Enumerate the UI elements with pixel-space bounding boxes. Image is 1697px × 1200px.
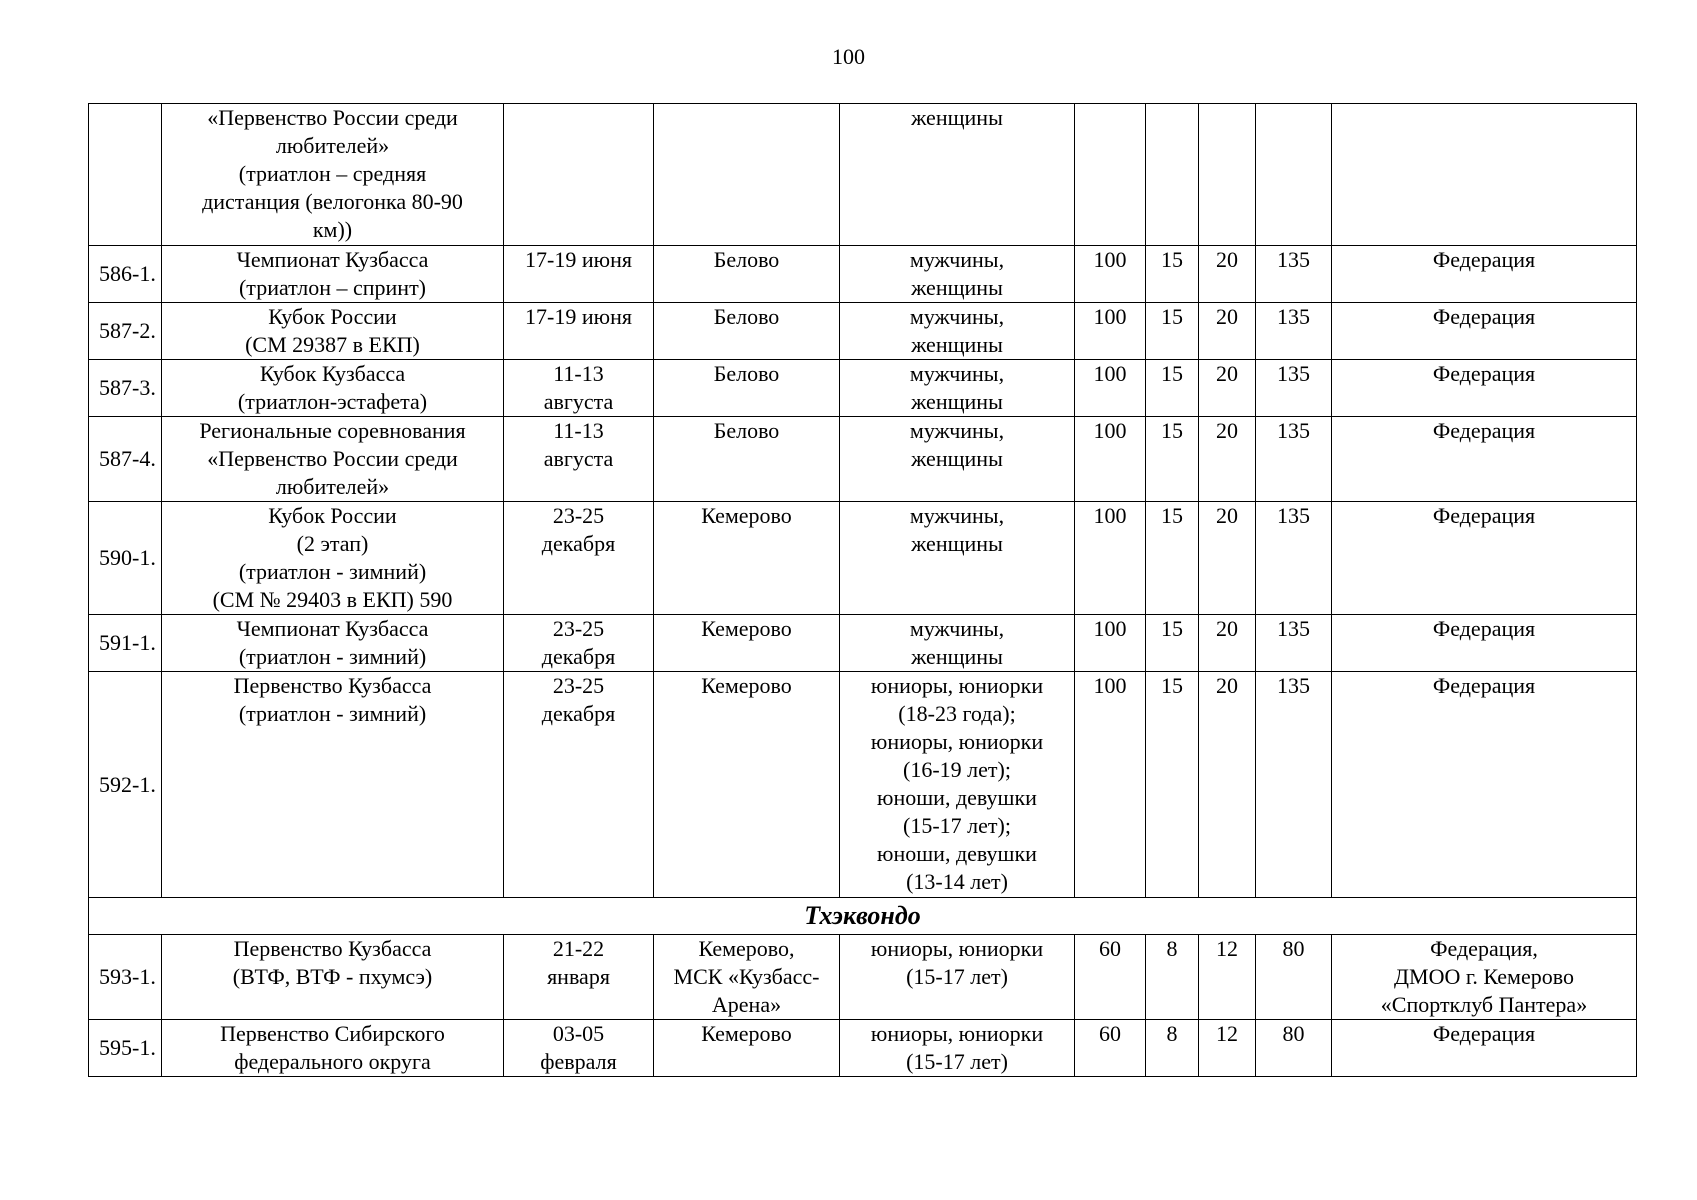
event-name-line: Чемпионат Кузбасса (236, 616, 429, 641)
count-total: 135 (1256, 246, 1332, 303)
count-col-3: 20 (1199, 615, 1256, 672)
event-name-line: Кубок Кузбасса (259, 361, 406, 386)
table-row (89, 360, 1637, 417)
event-organizer (1332, 935, 1637, 1020)
section-title: Тхэквондо (89, 898, 1637, 935)
count-col-2: 15 (1146, 672, 1199, 898)
event-name (162, 104, 504, 246)
event-participants-line: юноши, девушки (877, 841, 1037, 866)
count-col-3: 20 (1199, 246, 1256, 303)
event-organizer-line: «Спортклуб Пантера» (1380, 992, 1588, 1017)
count-total: 135 (1256, 303, 1332, 360)
event-participants-line: мужчины, (909, 418, 1005, 443)
event-place-line: Белово (713, 304, 780, 329)
event-participants-line: мужчины, (909, 361, 1005, 386)
event-participants-line: женщины (911, 644, 1003, 669)
event-dates-line: декабря (541, 531, 616, 556)
event-participants-line: юноши, девушки (877, 785, 1037, 810)
event-dates-line: декабря (541, 644, 616, 669)
event-name-line: (2 этап) (296, 531, 369, 556)
event-place (654, 246, 840, 303)
count-total: 135 (1256, 417, 1332, 502)
table-row (89, 935, 1637, 1020)
count-col-1: 100 (1075, 672, 1146, 898)
event-name-line: (триатлон – спринт) (238, 275, 427, 300)
event-name-line: федерального округа (234, 1049, 431, 1074)
event-participants-line: (18-23 года); (898, 701, 1016, 726)
event-participants-line: женщины (911, 531, 1003, 556)
table-row (89, 672, 1637, 898)
event-name (162, 417, 504, 502)
event-number: 586-1. (89, 246, 162, 303)
event-place-line: Белово (713, 361, 780, 386)
event-place-line: Кемерово (701, 503, 792, 528)
event-place-line: Белово (713, 247, 780, 272)
event-name (162, 502, 504, 615)
event-number (89, 104, 162, 246)
event-dates-line: февраля (540, 1049, 617, 1074)
count-col-1: 60 (1075, 935, 1146, 1020)
count-total: 80 (1256, 1020, 1332, 1077)
event-name-line: Первенство Кузбасса (233, 936, 432, 961)
event-dates (504, 104, 654, 246)
event-organizer-line: Федерация (1432, 673, 1536, 698)
event-number: 587-3. (89, 360, 162, 417)
event-name (162, 246, 504, 303)
event-organizer-line: Федерация (1432, 361, 1536, 386)
event-participants (840, 502, 1075, 615)
event-name (162, 672, 504, 898)
event-organizer-line: Федерация (1432, 247, 1536, 272)
table-row (89, 104, 1637, 246)
event-participants-line: (15-17 лет); (903, 813, 1011, 838)
event-participants-line: юниоры, юниорки (870, 729, 1044, 754)
event-name-line: Первенство Сибирского (220, 1021, 445, 1046)
table-row (89, 417, 1637, 502)
count-col-2: 15 (1146, 502, 1199, 615)
event-participants-line: (13-14 лет) (906, 869, 1008, 894)
event-name-line: любителей» (275, 474, 390, 499)
event-number: 590-1. (89, 502, 162, 615)
event-dates (504, 615, 654, 672)
event-organizer (1332, 104, 1637, 246)
events-table-body (89, 104, 1637, 1077)
event-dates (504, 672, 654, 898)
count-col-2: 8 (1146, 935, 1199, 1020)
event-number: 591-1. (89, 615, 162, 672)
table-row (89, 246, 1637, 303)
event-organizer-line: Федерация (1432, 418, 1536, 443)
event-name-line: (триатлон - зимний) (238, 559, 427, 584)
event-place-line: Кемерово, (698, 936, 795, 961)
event-participants-line: юниоры, юниорки (870, 673, 1044, 698)
event-name-line: любителей» (275, 133, 390, 158)
event-name-line: Чемпионат Кузбасса (236, 247, 429, 272)
count-col-2 (1146, 104, 1199, 246)
event-dates-line: 21-22 (552, 936, 605, 961)
event-participants-line: женщины (911, 332, 1003, 357)
event-participants-line: (15-17 лет) (906, 964, 1008, 989)
event-organizer (1332, 672, 1637, 898)
event-dates-line: декабря (541, 701, 616, 726)
event-dates-line: августа (543, 446, 614, 471)
event-organizer (1332, 303, 1637, 360)
count-total: 135 (1256, 615, 1332, 672)
event-name-line: (триатлон-эстафета) (237, 389, 428, 414)
event-place (654, 502, 840, 615)
count-col-2: 15 (1146, 246, 1199, 303)
event-name-line: Региональные соревнования (199, 418, 466, 443)
event-organizer (1332, 1020, 1637, 1077)
events-table (88, 103, 1637, 1077)
count-col-1 (1075, 104, 1146, 246)
event-dates-line: 23-25 (552, 503, 605, 528)
event-name (162, 615, 504, 672)
table-row (89, 1020, 1637, 1077)
count-col-3: 12 (1199, 935, 1256, 1020)
event-dates-line: 17-19 июня (525, 247, 632, 272)
event-dates (504, 303, 654, 360)
event-name (162, 360, 504, 417)
event-dates (504, 417, 654, 502)
count-col-1: 100 (1075, 360, 1146, 417)
event-dates (504, 1020, 654, 1077)
event-name (162, 1020, 504, 1077)
event-place-line: Кемерово (701, 1021, 792, 1046)
event-place (654, 672, 840, 898)
event-place-line: Арена» (711, 992, 782, 1017)
event-place (654, 615, 840, 672)
event-dates-line: 23-25 (552, 673, 605, 698)
table-row (89, 303, 1637, 360)
event-participants (840, 360, 1075, 417)
event-organizer-line: Федерация, (1430, 936, 1538, 961)
event-dates-line: 03-05 (552, 1021, 605, 1046)
event-number: 595-1. (89, 1020, 162, 1077)
event-name-line: «Первенство России среди (207, 105, 458, 130)
event-participants-line: женщины (911, 446, 1003, 471)
event-place (654, 935, 840, 1020)
count-col-1: 100 (1075, 502, 1146, 615)
event-name (162, 935, 504, 1020)
count-total: 135 (1256, 672, 1332, 898)
event-number: 587-4. (89, 417, 162, 502)
event-organizer (1332, 615, 1637, 672)
event-participants-line: женщины (911, 389, 1003, 414)
section-header-row (89, 898, 1637, 935)
event-name-line: (СМ № 29403 в ЕКП) 590 (212, 587, 453, 612)
count-col-2: 15 (1146, 360, 1199, 417)
event-name-line: Первенство Кузбасса (233, 673, 432, 698)
count-col-3: 12 (1199, 1020, 1256, 1077)
event-name-line: (триатлон – средняя (238, 161, 427, 186)
event-organizer-line: ДМОО г. Кемерово (1394, 964, 1574, 989)
count-col-3: 20 (1199, 502, 1256, 615)
event-name-line: Кубок России (268, 304, 397, 329)
count-col-2: 15 (1146, 615, 1199, 672)
event-dates (504, 360, 654, 417)
event-dates-line: 11-13 (553, 361, 604, 386)
event-name-line: (триатлон - зимний) (238, 644, 427, 669)
event-participants-line: женщины (911, 275, 1003, 300)
event-place (654, 360, 840, 417)
event-participants-line: мужчины, (909, 503, 1005, 528)
event-place (654, 1020, 840, 1077)
count-col-1: 60 (1075, 1020, 1146, 1077)
count-total: 135 (1256, 502, 1332, 615)
event-participants (840, 246, 1075, 303)
event-organizer (1332, 360, 1637, 417)
count-col-3: 20 (1199, 672, 1256, 898)
event-name-line: «Первенство России среди (207, 446, 458, 471)
event-name-line: км)) (312, 217, 353, 242)
count-col-1: 100 (1075, 246, 1146, 303)
event-name-line: (СМ 29387 в ЕКП) (245, 332, 420, 357)
event-name-line: (ВТФ, ВТФ - пхумсэ) (232, 964, 433, 989)
count-col-2: 8 (1146, 1020, 1199, 1077)
event-place (654, 303, 840, 360)
event-participants-line: юниоры, юниорки (870, 936, 1044, 961)
event-participants (840, 104, 1075, 246)
count-total (1256, 104, 1332, 246)
event-participants (840, 615, 1075, 672)
count-col-2: 15 (1146, 417, 1199, 502)
event-place-line: МСК «Кузбасс- (673, 964, 820, 989)
event-place-line: Кемерово (701, 673, 792, 698)
event-participants-line: (16-19 лет); (903, 757, 1011, 782)
event-dates (504, 935, 654, 1020)
count-col-3: 20 (1199, 417, 1256, 502)
event-organizer-line: Федерация (1432, 304, 1536, 329)
event-dates (504, 502, 654, 615)
event-organizer-line: Федерация (1432, 1021, 1536, 1046)
count-col-2: 15 (1146, 303, 1199, 360)
count-col-3: 20 (1199, 360, 1256, 417)
event-number: 587-2. (89, 303, 162, 360)
event-participants (840, 417, 1075, 502)
count-total: 80 (1256, 935, 1332, 1020)
event-dates-line: января (547, 964, 610, 989)
event-participants (840, 303, 1075, 360)
event-number: 592-1. (89, 672, 162, 898)
page-number: 100 (832, 44, 865, 69)
event-dates (504, 246, 654, 303)
event-place-line: Кемерово (701, 616, 792, 641)
event-organizer (1332, 246, 1637, 303)
event-participants-line: мужчины, (909, 616, 1005, 641)
count-total: 135 (1256, 360, 1332, 417)
event-place (654, 104, 840, 246)
event-name-line: дистанция (велогонка 80-90 (202, 189, 463, 214)
event-participants-line: женщины (911, 105, 1003, 130)
event-participants-line: мужчины, (909, 247, 1005, 272)
count-col-1: 100 (1075, 417, 1146, 502)
event-organizer-line: Федерация (1432, 616, 1536, 641)
table-row (89, 502, 1637, 615)
count-col-3 (1199, 104, 1256, 246)
event-dates-line: 17-19 июня (525, 304, 632, 329)
event-name-line: Кубок России (268, 503, 397, 528)
event-dates-line: 23-25 (552, 616, 605, 641)
event-organizer (1332, 502, 1637, 615)
count-col-1: 100 (1075, 615, 1146, 672)
event-name (162, 303, 504, 360)
event-place (654, 417, 840, 502)
table-row (89, 615, 1637, 672)
event-dates-line: августа (543, 389, 614, 414)
event-participants (840, 935, 1075, 1020)
event-organizer-line: Федерация (1432, 503, 1536, 528)
event-name-line: (триатлон - зимний) (238, 701, 427, 726)
event-place-line: Белово (713, 418, 780, 443)
count-col-1: 100 (1075, 303, 1146, 360)
event-participants (840, 1020, 1075, 1077)
event-participants-line: юниоры, юниорки (870, 1021, 1044, 1046)
count-col-3: 20 (1199, 303, 1256, 360)
event-participants (840, 672, 1075, 898)
event-dates-line: 11-13 (553, 418, 604, 443)
event-participants-line: (15-17 лет) (906, 1049, 1008, 1074)
event-number: 593-1. (89, 935, 162, 1020)
event-participants-line: мужчины, (909, 304, 1005, 329)
event-organizer (1332, 417, 1637, 502)
